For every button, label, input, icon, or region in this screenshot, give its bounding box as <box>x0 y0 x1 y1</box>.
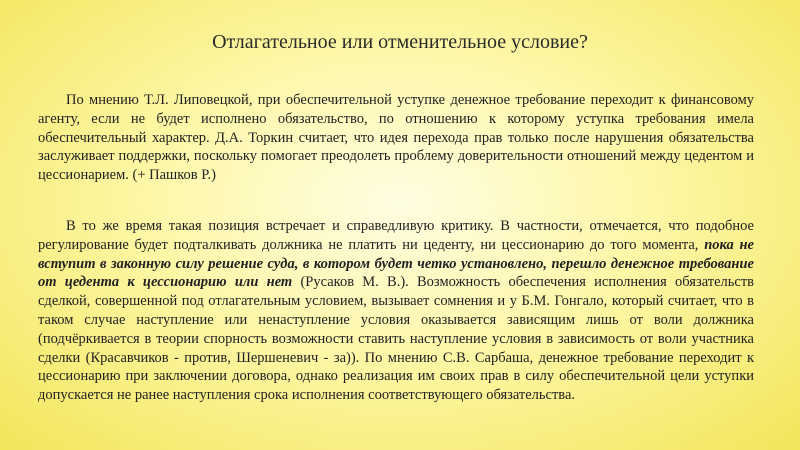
paragraph-2-text-after: (Русаков М. В.). Возможность обеспечения исполнения обязательств сделкой, совершенной под отлагательным условием, вызывает сомнения и у Б.М. Гонгало, который считает, что в таком случае наступление или ненаступление условия оказывается зависящим лишь от воли должника (подчёркивается в теории спорность возможности ставить наступление условия в зависимость от воли участника сделки (Красавчиков - против, Шершеневич - за)). По мнению С.В. Сарбаша, денежное требование переходит к цессионарию при заключении договора, однако реализация им своих прав в силу обеспечительной цели уступки допускается не ранее наступления срока исполнения соответствующего обязательства. <box>38 274 754 404</box>
paragraph-2-emphasis: пока не вступит в законную силу решение суда, в котором будет четко установлено, перешло денежное требование от цедента к цессионарию или нет <box>38 236 754 291</box>
paragraph-1 <box>38 91 754 185</box>
paragraph-1-text: По мнению Т.Л. Липовецкой, при обеспечительной уступке денежное требование переходит к финансовому агенту, если не будет исполнено обязательство, по отношению к которому уступка требования имела обеспечительный характер. Д.А. Торкин считает, что идея перехода прав только после нарушения обязательства заслуживает поддержки, поскольку помогает преодолеть проблему доверительности отношений между цедентом и цессионарием. (+ Пашков Р.) <box>38 92 754 184</box>
paragraph-2 <box>38 217 754 405</box>
slide-title: Отлагательное или отменительное условие? <box>212 31 588 53</box>
paragraph-2-text-before: В то же время такая позиция встречает и справедливую критику. В частности, отмечается, что подобное регулирование будет подталкивать должника не платить ни цеденту, ни цессионарию до того момента, <box>38 218 754 253</box>
